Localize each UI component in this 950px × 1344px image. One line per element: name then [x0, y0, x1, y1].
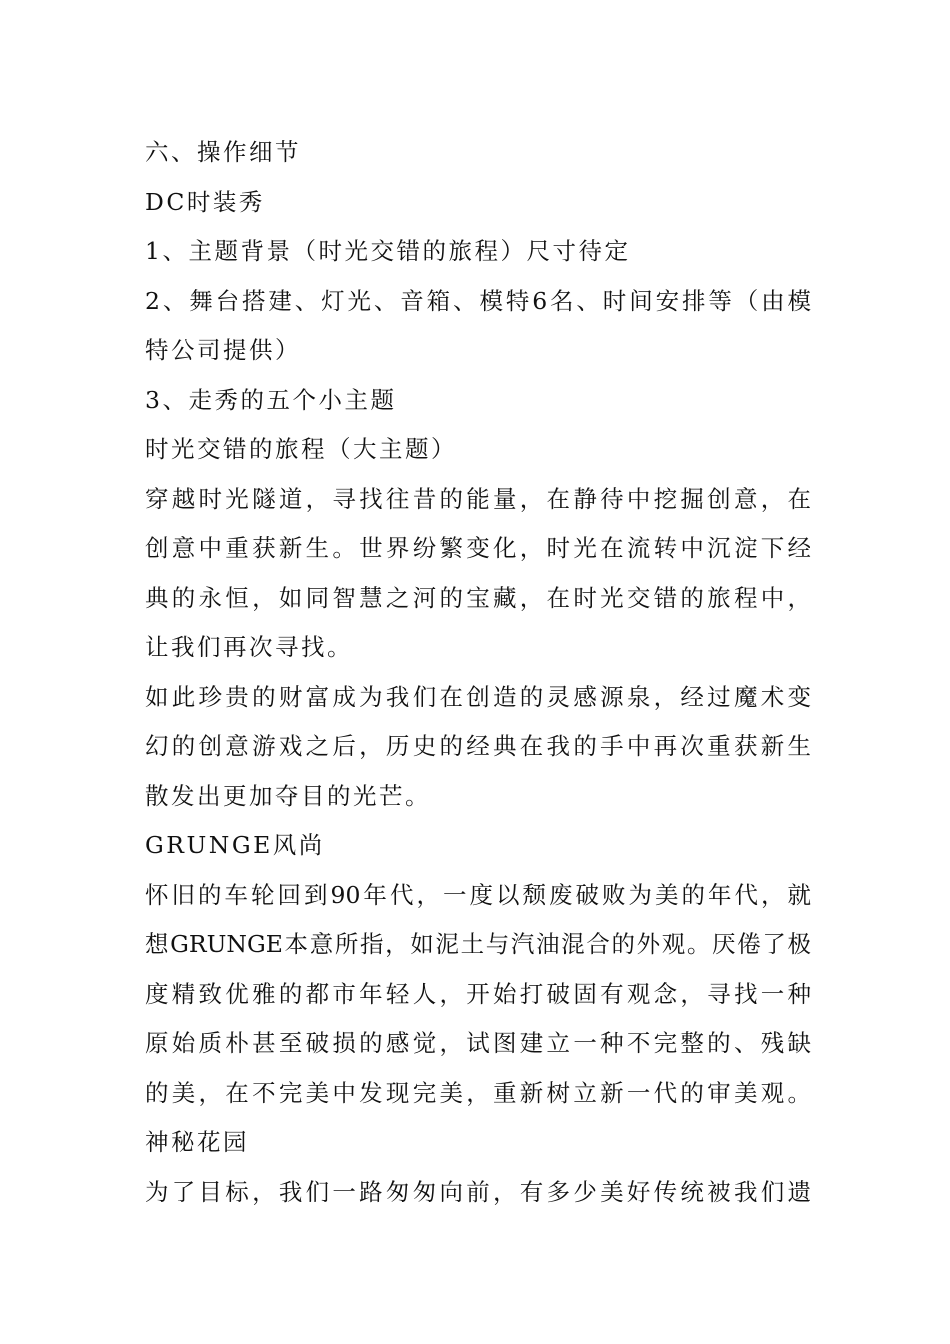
- paragraph-line: 幻的创意游戏之后，历史的经典在我的手中再次重获新生: [145, 732, 811, 760]
- paragraph-line: 怀旧的车轮回到90年代，一度以颓废破败为美的年代，就: [145, 880, 811, 909]
- list-item: 3、走秀的五个小主题: [145, 385, 397, 414]
- paragraph-line: 散发出更加夺目的光芒。: [145, 781, 431, 810]
- theme-title: 神秘花园: [145, 1128, 249, 1156]
- list-item: 2、舞台搭建、灯光、音箱、模特6名、时间安排等（由模: [145, 286, 811, 315]
- theme-title: 时光交错的旅程（大主题）: [145, 435, 457, 463]
- paragraph-line: 让我们再次寻找。: [145, 633, 353, 661]
- document-body: [145, 128, 811, 1217]
- subsection-heading: DC时装秀: [145, 187, 265, 216]
- theme-title: GRUNGE风尚: [145, 831, 325, 859]
- paragraph-line: 典的永恒，如同智慧之河的宝藏，在时光交错的旅程中，: [145, 583, 811, 612]
- section-heading: 六、操作细节: [145, 138, 301, 166]
- paragraph-line: 为了目标，我们一路匆匆向前，有多少美好传统被我们遗: [145, 1177, 811, 1206]
- paragraph-line: 穿越时光隧道，寻找往昔的能量，在静待中挖掘创意，在: [145, 484, 811, 513]
- paragraph-line: 原始质朴甚至破损的感觉，试图建立一种不完整的、残缺: [145, 1029, 811, 1057]
- paragraph-line: 如此珍贵的财富成为我们在创造的灵感源泉，经过魔术变: [145, 682, 811, 711]
- paragraph-line: 的美，在不完美中发现完美，重新树立新一代的审美观。: [145, 1078, 811, 1107]
- list-item: 1、主题背景（时光交错的旅程）尺寸待定: [145, 237, 631, 265]
- paragraph-line: 创意中重获新生。世界纷繁变化，时光在流转中沉淀下经: [145, 534, 811, 562]
- paragraph-line: 度精致优雅的都市年轻人，开始打破固有观念，寻找一种: [145, 979, 811, 1008]
- paragraph-line: 想GRUNGE本意所指，如泥土与汽油混合的外观。厌倦了极: [145, 930, 811, 958]
- list-item-continuation: 特公司提供）: [145, 336, 301, 364]
